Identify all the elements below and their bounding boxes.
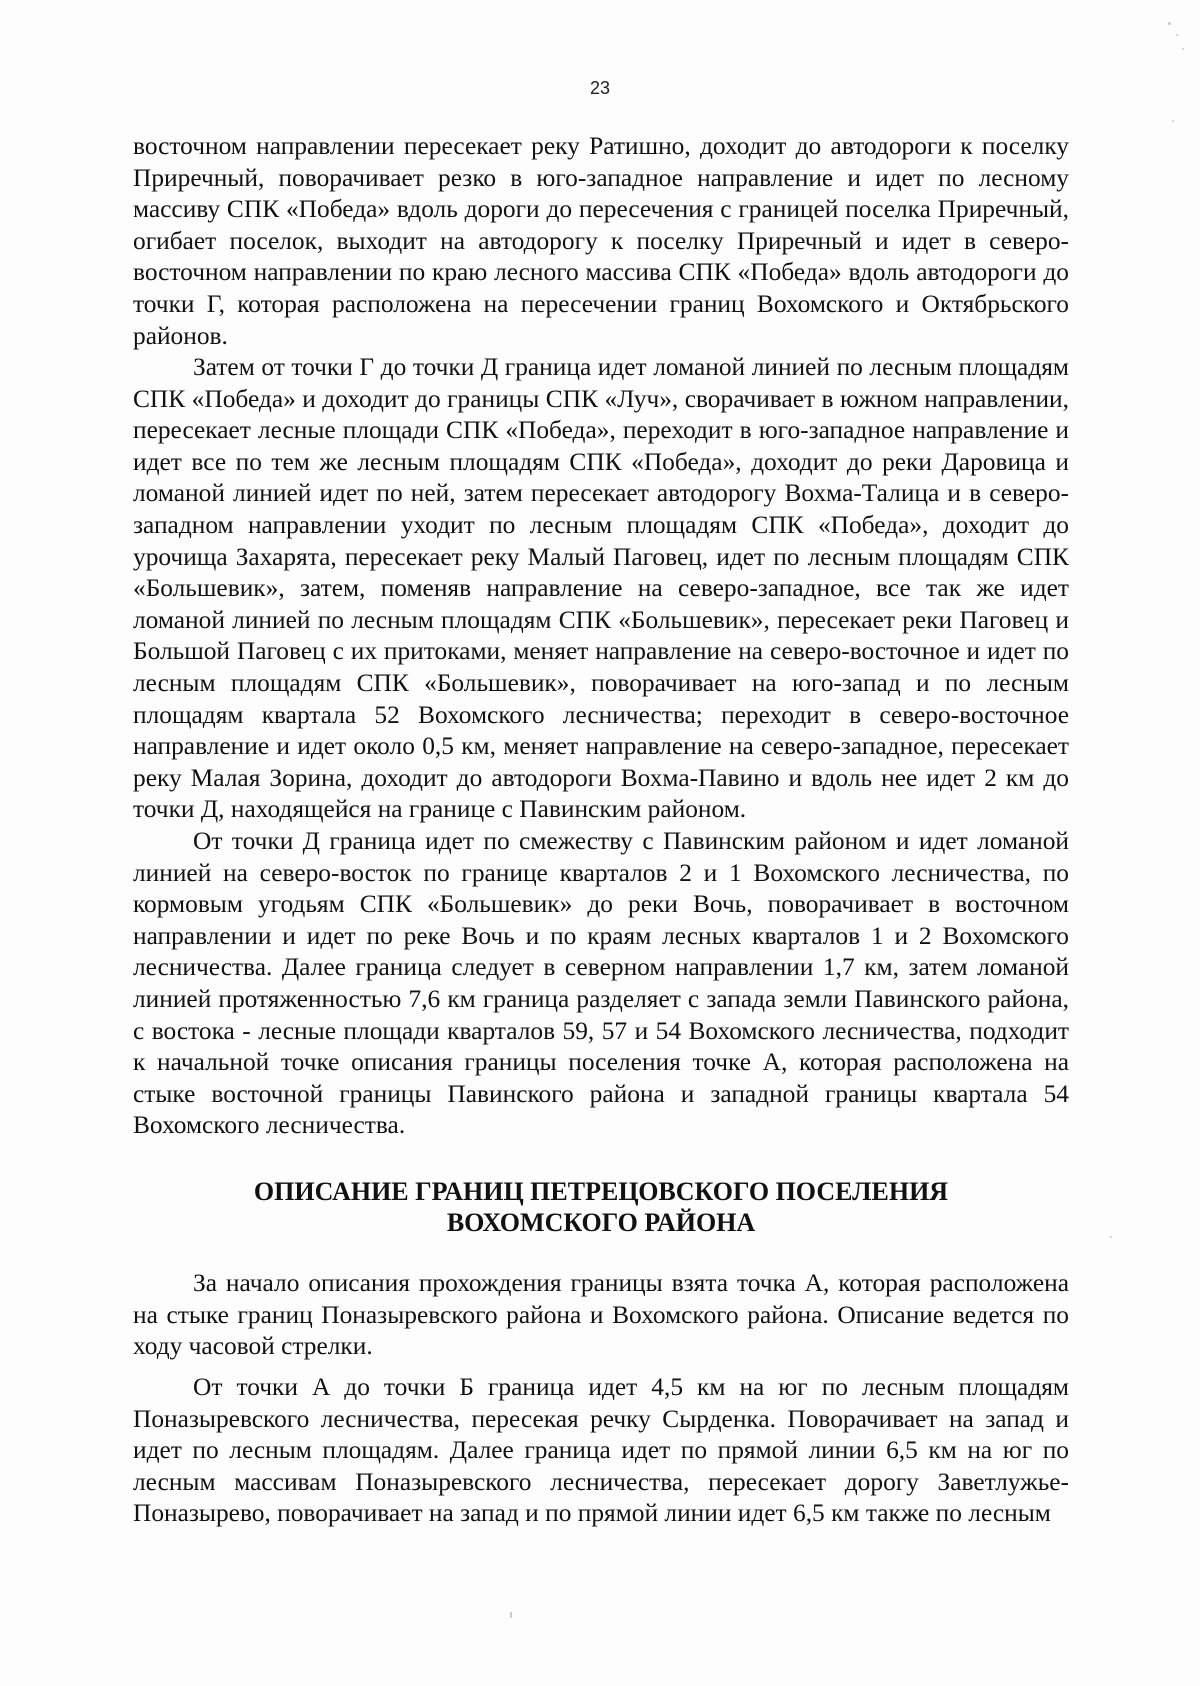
paragraph-continuation: восточном направлении пересекает реку Ратишно, доходит до автодороги к поселку Приречный, поворачивает резко в юго-западное направление и идет по лесному массиву СПК «Победа» вдоль дороги до пересечения с границей поселка Приречный, огибает поселок, выходит на автодорогу к поселку Приречный и идет в северо-восточном направлении по краю лесного массива СПК «Победа» вдоль автодороги до точки Г, которая расположена на пересечении границ Вохомского и Октябрьского районов. <box>133 132 1069 350</box>
scan-speck <box>510 1612 512 1618</box>
scan-speck <box>1110 1236 1112 1238</box>
paragraph-point-d-to-a: От точки Д граница идет по смежеству с Павинским районом и идет ломаной линией на северо-восток по границе кварталов 2 и 1 Вохомского лесничества, по кормовым угодьям СПК «Большевик» до реки Вочь, поворачивает в восточном направлении и идет по реке Вочь и по краям лесных кварталов 1 и 2 Вохомского лесничества. Далее граница следует в северном направлении 1,7 км, затем ломаной линией протяженностью 7,6 км граница разделяет с запада земли Павинского района, с востока - лесные площади кварталов 59, 57 и 54 Вохомского лесничества, подходит к начальной точке описания границы поселения точке А, которая расположена на стыке восточной границы Павинского района и западной границы квартала 54 Вохомского лесничества. <box>133 827 1069 1140</box>
page-number: 23 <box>589 78 611 98</box>
scan-speck <box>1172 120 1174 122</box>
paragraph-point-g-to-d: Затем от точки Г до точки Д граница идет ломаной линией по лесным площадям СПК «Победа» и доходит до границы СПК «Луч», сворачивает в южном направлении, пересекает лесные площади СПК «Победа», переходит в юго-западное направление и идет все по тем же лесным площадям СПК «Победа», доходит до реки Даровица и ломаной линией идет по ней, затем пересекает автодорогу Вохма-Талица и в северо-западном направлении уходит по лесным площадям СПК «Победа», доходит до урочища Захарята, пересекает реку Малый Паговец, идет по лесным площадям СПК «Большевик», затем, поменяв направление на северо-западное, все так же идет ломаной линией по лесным площадям СПК «Большевик», пересекает реки Паговец и Большой Паговец с их притоками, меняет направление на северо-восточное и идет по лесным площадям СПК «Большевик», поворачивает на юго-запад и по лесным площадям квартала 52 Вохомского лесничества; переходит в северо-восточное направление и идет около 0,5 км, меняет направление на северо-западное, пересекает реку Малая Зорина, доходит до автодороги Вохма-Павино и вдоль нее идет 2 км до точки Д, находящейся на границе с Павинским районом. <box>133 353 1069 824</box>
paragraph-point-a-to-b: От точки А до точки Б граница идет 4,5 км на юг по лесным площадям Поназыревского лесничества, пересекая речку Сырденка. Поворачивает на запад и идет по лесным площадям. Далее граница идет по прямой линии 6,5 км на юг по лесным массивам Поназыревского лесничества, пересекает дорогу Заветлужье-Поназырево, поворачивает на запад и по прямой линии идет 6,5 км также по лесным <box>133 1373 1069 1528</box>
paragraph-start-point: За начало описания прохождения границы взята точка А, которая расположена на стыке границ Поназыревского района и Вохомского района. Описание ведется по ходу часовой стрелки. <box>133 1269 1069 1361</box>
section-title-line-2: ВОХОМСКОГО РАЙОНА <box>446 1208 756 1237</box>
section-title-line-1: ОПИСАНИЕ ГРАНИЦ ПЕТРЕЦОВСКОГО ПОСЕЛЕНИЯ <box>253 1177 949 1206</box>
scan-speck <box>1168 22 1171 25</box>
scan-speck <box>1176 34 1178 36</box>
section-title <box>133 1176 1069 1238</box>
scan-speck <box>1182 48 1184 50</box>
